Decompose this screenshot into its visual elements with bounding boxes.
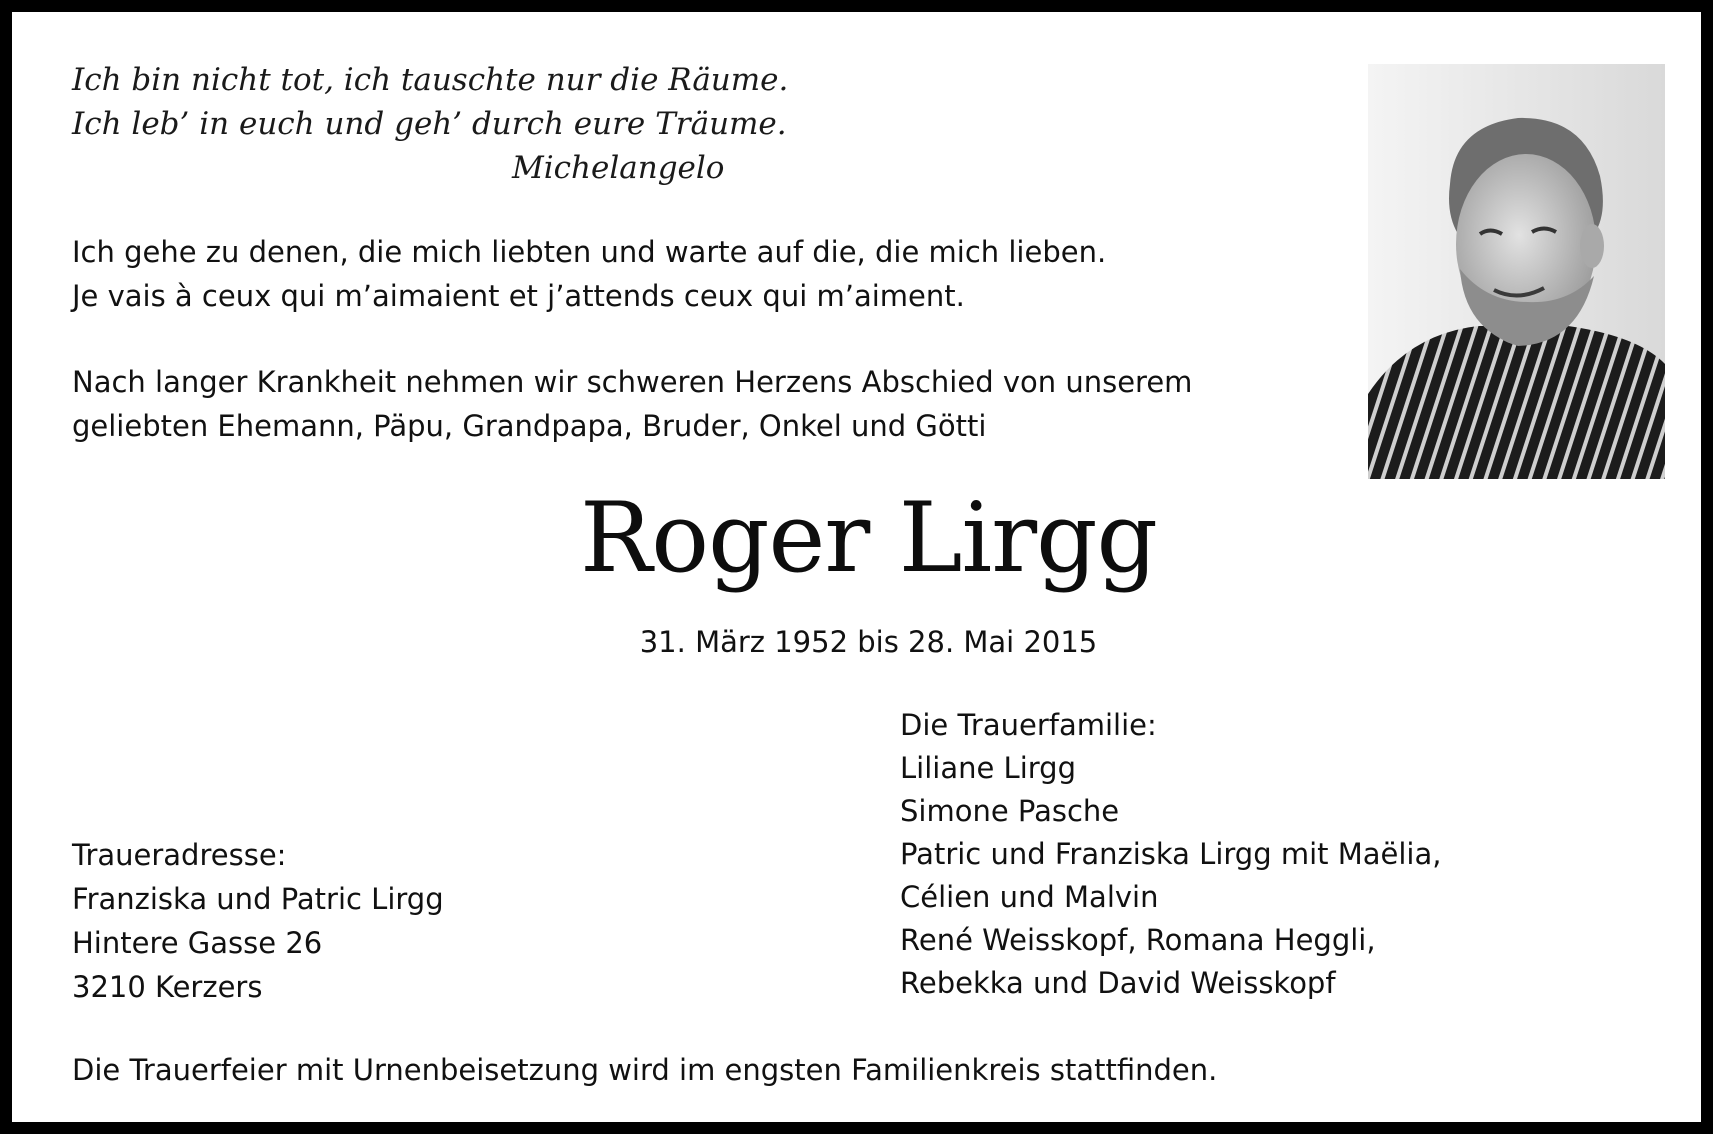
family-member: Rebekka und David Weisskopf xyxy=(900,966,1336,1000)
family-block xyxy=(900,704,1441,1005)
family-heading: Die Trauerfamilie: xyxy=(900,708,1157,742)
family-member: Simone Pasche xyxy=(900,794,1120,828)
quote-block xyxy=(72,58,788,190)
life-dates: 31. März 1952 bis 28. Mai 2015 xyxy=(639,625,1098,659)
quote-line: Ich bin nicht tot, ich tauschte nur die Räume. xyxy=(72,62,789,98)
deceased-name: Roger Lirgg xyxy=(580,482,1157,594)
announcement-line: Nach langer Krankheit nehmen wir schweren Herzens Abschied von unserem xyxy=(72,365,1193,399)
address-heading: Traueradresse: xyxy=(72,838,287,872)
verse-line-german: Ich gehe zu denen, die mich liebten und warte auf die, die mich lieben. xyxy=(72,235,1107,269)
family-member: Liliane Lirgg xyxy=(900,751,1076,785)
address-line: 3210 Kerzers xyxy=(72,970,263,1004)
announcement-text xyxy=(72,360,1192,448)
announcement-line: geliebten Ehemann, Päpu, Grandpapa, Bruder, Onkel und Götti xyxy=(72,409,987,443)
mourning-address xyxy=(72,833,444,1009)
family-member: Patric und Franziska Lirgg mit Maëlia, xyxy=(900,837,1442,871)
quote-author: Michelangelo xyxy=(512,150,725,186)
family-member: René Weisskopf, Romana Heggli, xyxy=(900,923,1376,957)
portrait-image xyxy=(1368,64,1665,479)
ceremony-note: Die Trauerfeier mit Urnenbeisetzung wird im engsten Familienkreis stattfinden. xyxy=(72,1053,1218,1087)
quote-line: Ich leb’ in euch und geh’ durch eure Träume. xyxy=(72,106,787,142)
verse-line-french: Je vais à ceux qui m’aimaient et j’attends ceux qui m’aiment. xyxy=(72,279,965,313)
address-line: Franziska und Patric Lirgg xyxy=(72,882,444,916)
verse-block xyxy=(72,230,1106,318)
address-line: Hintere Gasse 26 xyxy=(72,926,323,960)
family-member: Célien und Malvin xyxy=(900,880,1159,914)
portrait-photo xyxy=(1368,64,1665,479)
